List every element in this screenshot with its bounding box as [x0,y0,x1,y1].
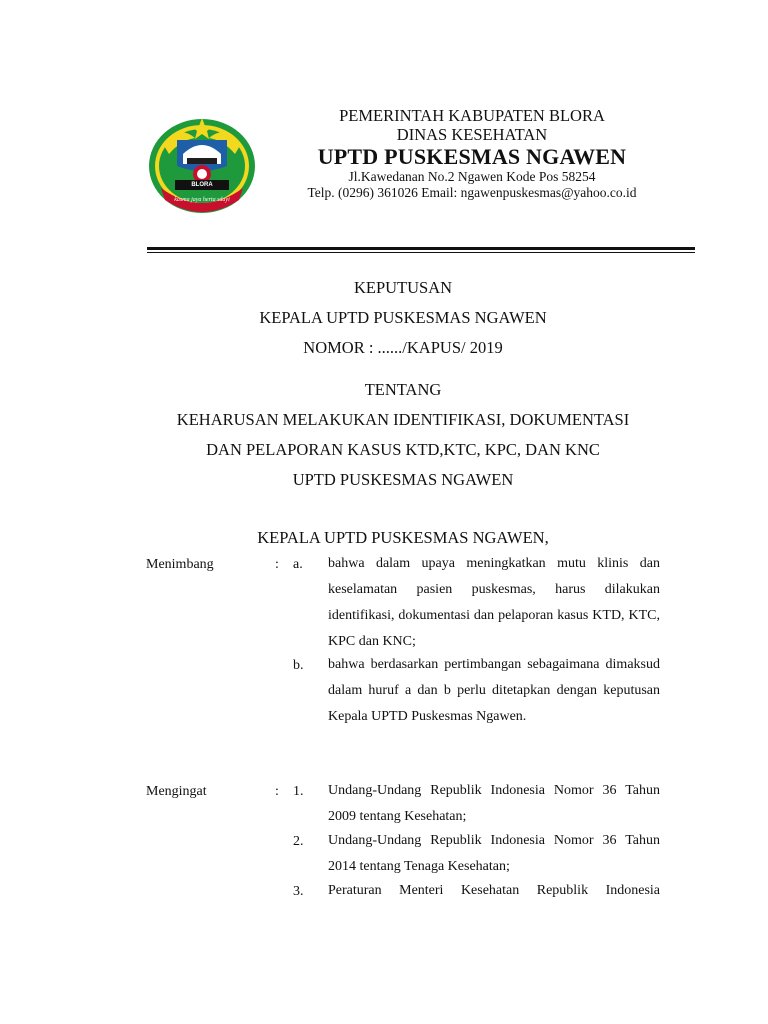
decree-about: TENTANG [364,380,442,399]
menimbang-item-text: bahwa dalam upaya meningkatkan mutu klinis dan keselamatan pasien puskesmas, harus dilakukan identifikasi, dokumentasi dan pelaporan kasus KTD, KTC, KPC dan KNC; [328,556,660,649]
logo-banner-text: BLORA [191,182,213,188]
menimbang-colon: : [275,557,279,572]
menimbang-item-marker: a. [293,557,303,572]
decree-signatory: KEPALA UPTD PUSKESMAS NGAWEN, [257,528,549,547]
mengingat-item-text: Undang-Undang Republik Indonesia Nomor 36 Tahun 2009 tentang Kesehatan; [328,783,660,824]
decree-subject-line-1: KEHARUSAN MELAKUKAN IDENTIFIKASI, DOKUMENTASI [176,410,630,429]
mengingat-item-marker: 1. [293,784,304,799]
letterhead-address: Jl.Kawedanan No.2 Ngawen Kode Pos 58254 [348,169,596,184]
decree-subject-line-3: UPTD PUSKESMAS NGAWEN [292,470,514,489]
mengingat-item-marker: 2. [293,834,304,849]
decree-number: NOMOR : ....../KAPUS/ 2019 [303,338,503,357]
mengingat-item-text: Undang-Undang Republik Indonesia Nomor 36 Tahun 2014 tentang Tenaga Kesehatan; [328,833,660,874]
menimbang-item-text: bahwa berdasarkan pertimbangan sebagaimana dimaksud dalam huruf a dan b perlu ditetapkan dengan keputusan Kepala UPTD Puskesmas Ngawen. [328,657,660,724]
mengingat-item-text: Peraturan Menteri Kesehatan Republik Indonesia [328,883,660,898]
letterhead-government: PEMERINTAH KABUPATEN BLORA [339,106,605,125]
letterhead-contact: Telp. (0296) 361026 Email: ngawenpuskesmas@yahoo.co.id [307,185,637,200]
mengingat-item-marker: 3. [293,884,304,899]
menimbang-item-marker: b. [293,658,304,673]
menimbang-label: Menimbang [146,557,214,572]
mengingat-colon: : [275,784,279,799]
mengingat-label: Mengingat [146,784,207,799]
letterhead-divider-thin [147,252,695,253]
letterhead-divider-thick [147,247,695,250]
logo-motto-text: kasma jaya herta sdayi [174,197,230,203]
decree-issuer: KEPALA UPTD PUSKESMAS NGAWEN [259,308,547,327]
letterhead-institution: UPTD PUSKESMAS NGAWEN [317,144,627,169]
blora-regency-emblem-icon [147,114,257,222]
decree-subject-line-2: DAN PELAPORAN KASUS KTD,KTC, KPC, DAN KNC [206,440,600,459]
letterhead-department: DINAS KESEHATAN [396,125,548,144]
decree-heading: KEPUTUSAN [353,278,453,297]
